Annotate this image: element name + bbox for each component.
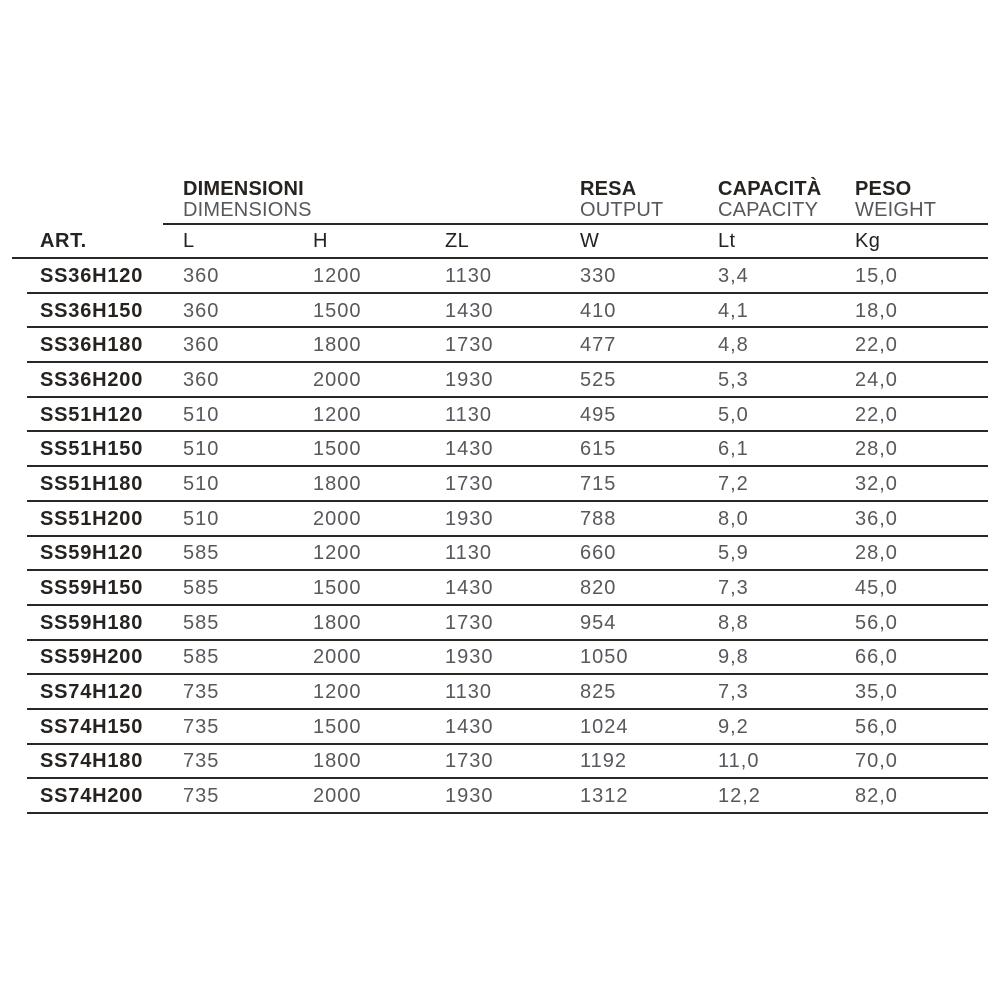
- table-row: [12, 675, 988, 710]
- cell-l: 585: [183, 611, 220, 634]
- article-code: SS59H180: [40, 611, 144, 634]
- header-group-subtitle: OUTPUT: [580, 199, 664, 221]
- cell-zl: 1430: [445, 438, 494, 461]
- cell-w: 330: [580, 264, 617, 287]
- cell-zl: 1930: [445, 368, 494, 391]
- cell-h: 1200: [313, 542, 362, 565]
- cell-h: 1500: [313, 715, 362, 738]
- cell-lt: 4,1: [718, 299, 749, 322]
- cell-lt: 9,8: [718, 646, 749, 669]
- cell-zl: 1130: [445, 542, 493, 565]
- cell-zl: 1130: [445, 403, 493, 426]
- table-row: [12, 779, 988, 814]
- cell-kg: 82,0: [855, 785, 898, 808]
- cell-kg: 35,0: [855, 681, 898, 704]
- cell-lt: 5,0: [718, 403, 749, 426]
- cell-w: 615: [580, 438, 617, 461]
- table-row: [12, 328, 988, 363]
- article-code: SS51H200: [40, 507, 144, 530]
- article-code: SS36H120: [40, 264, 144, 287]
- cell-w: 525: [580, 368, 617, 391]
- table-row: [12, 710, 988, 745]
- cell-kg: 22,0: [855, 403, 898, 426]
- column-header-art: ART.: [40, 229, 87, 252]
- cell-l: 735: [183, 750, 220, 773]
- cell-zl: 1930: [445, 507, 494, 530]
- header-group-weight: [835, 179, 988, 225]
- column-header-zl: ZL: [445, 229, 470, 252]
- column-header-l: L: [183, 229, 195, 252]
- cell-lt: 7,3: [718, 681, 749, 704]
- cell-w: 825: [580, 681, 617, 704]
- header-group-dimensions: [163, 179, 560, 225]
- cell-h: 2000: [313, 368, 362, 391]
- table-row: [12, 259, 988, 294]
- cell-l: 585: [183, 646, 220, 669]
- article-code: SS51H180: [40, 472, 144, 495]
- table-row: [12, 398, 988, 433]
- cell-zl: 1130: [445, 681, 493, 704]
- cell-kg: 36,0: [855, 507, 898, 530]
- cell-lt: 3,4: [718, 264, 749, 287]
- cell-lt: 8,0: [718, 507, 749, 530]
- cell-l: 360: [183, 368, 220, 391]
- cell-h: 1500: [313, 577, 362, 600]
- cell-lt: 8,8: [718, 611, 749, 634]
- article-code: SS36H200: [40, 368, 144, 391]
- cell-h: 1800: [313, 472, 362, 495]
- table-header-groups: [12, 178, 988, 225]
- cell-zl: 1430: [445, 299, 494, 322]
- article-code: SS59H150: [40, 577, 144, 600]
- header-group-subtitle: CAPACITY: [718, 199, 819, 221]
- cell-zl: 1130: [445, 264, 493, 287]
- cell-h: 2000: [313, 785, 362, 808]
- cell-w: 788: [580, 507, 617, 530]
- table-row: [12, 294, 988, 329]
- cell-kg: 70,0: [855, 750, 898, 773]
- cell-w: 1050: [580, 646, 629, 669]
- cell-kg: 28,0: [855, 542, 898, 565]
- article-code: SS51H120: [40, 403, 144, 426]
- cell-h: 2000: [313, 646, 362, 669]
- cell-w: 410: [580, 299, 617, 322]
- cell-zl: 1430: [445, 577, 494, 600]
- article-code: SS59H120: [40, 542, 144, 565]
- cell-lt: 6,1: [718, 438, 749, 461]
- cell-w: 1192: [580, 750, 628, 773]
- cell-w: 1024: [580, 715, 629, 738]
- article-code: SS36H180: [40, 334, 144, 357]
- cell-l: 360: [183, 334, 220, 357]
- article-code: SS59H200: [40, 646, 144, 669]
- column-header-h: H: [313, 229, 328, 252]
- cell-h: 1200: [313, 264, 362, 287]
- cell-zl: 1930: [445, 785, 494, 808]
- column-header-kg: Kg: [855, 229, 881, 252]
- header-group-subtitle: DIMENSIONS: [183, 199, 312, 221]
- table-row: [12, 745, 988, 780]
- cell-lt: 5,9: [718, 542, 749, 565]
- cell-kg: 56,0: [855, 611, 898, 634]
- cell-lt: 12,2: [718, 785, 761, 808]
- cell-kg: 15,0: [855, 264, 898, 287]
- cell-zl: 1730: [445, 334, 494, 357]
- table-row: [12, 641, 988, 676]
- cell-w: 495: [580, 403, 617, 426]
- column-header-w: W: [580, 229, 600, 252]
- cell-lt: 9,2: [718, 715, 749, 738]
- cell-zl: 1730: [445, 611, 494, 634]
- cell-h: 1200: [313, 403, 362, 426]
- table-row: [12, 571, 988, 606]
- cell-l: 510: [183, 403, 220, 426]
- table-row: [12, 606, 988, 641]
- header-group-subtitle: WEIGHT: [855, 199, 937, 221]
- cell-h: 1200: [313, 681, 362, 704]
- cell-lt: 7,2: [718, 472, 749, 495]
- cell-kg: 24,0: [855, 368, 898, 391]
- article-code: SS51H150: [40, 438, 144, 461]
- spec-table: [12, 178, 988, 814]
- cell-w: 954: [580, 611, 617, 634]
- cell-l: 585: [183, 577, 220, 600]
- table-column-headers: [12, 225, 988, 259]
- cell-kg: 32,0: [855, 472, 898, 495]
- cell-l: 585: [183, 542, 220, 565]
- cell-kg: 18,0: [855, 299, 898, 322]
- cell-l: 510: [183, 507, 220, 530]
- cell-zl: 1930: [445, 646, 494, 669]
- article-code: SS74H120: [40, 681, 144, 704]
- cell-w: 820: [580, 577, 617, 600]
- article-code: SS74H150: [40, 715, 144, 738]
- cell-zl: 1730: [445, 750, 494, 773]
- header-group-title: PESO: [855, 178, 912, 200]
- table-row: [12, 502, 988, 537]
- header-group-title: DIMENSIONI: [183, 178, 304, 200]
- cell-h: 1800: [313, 750, 362, 773]
- header-group-title: RESA: [580, 178, 637, 200]
- cell-l: 735: [183, 715, 220, 738]
- cell-l: 360: [183, 299, 220, 322]
- cell-l: 735: [183, 785, 220, 808]
- cell-w: 1312: [580, 785, 629, 808]
- cell-w: 660: [580, 542, 617, 565]
- table-row: [12, 537, 988, 572]
- cell-h: 1500: [313, 299, 362, 322]
- article-code: SS74H200: [40, 785, 144, 808]
- cell-lt: 5,3: [718, 368, 749, 391]
- table-row: [12, 432, 988, 467]
- article-code: SS36H150: [40, 299, 144, 322]
- cell-lt: 4,8: [718, 334, 749, 357]
- table-row: [12, 363, 988, 398]
- cell-w: 715: [580, 472, 617, 495]
- cell-kg: 56,0: [855, 715, 898, 738]
- article-code: SS74H180: [40, 750, 144, 773]
- column-header-lt: Lt: [718, 229, 736, 252]
- table-body: [12, 259, 988, 814]
- cell-kg: 66,0: [855, 646, 898, 669]
- header-group-title: CAPACITÀ: [718, 178, 822, 200]
- cell-l: 510: [183, 438, 220, 461]
- header-group-output: [560, 179, 698, 225]
- cell-zl: 1430: [445, 715, 494, 738]
- cell-lt: 7,3: [718, 577, 749, 600]
- cell-kg: 45,0: [855, 577, 898, 600]
- cell-h: 1800: [313, 334, 362, 357]
- cell-h: 1800: [313, 611, 362, 634]
- cell-w: 477: [580, 334, 617, 357]
- cell-l: 510: [183, 472, 220, 495]
- cell-l: 360: [183, 264, 220, 287]
- table-row: [12, 467, 988, 502]
- cell-h: 1500: [313, 438, 362, 461]
- cell-l: 735: [183, 681, 220, 704]
- cell-zl: 1730: [445, 472, 494, 495]
- cell-kg: 28,0: [855, 438, 898, 461]
- cell-kg: 22,0: [855, 334, 898, 357]
- cell-h: 2000: [313, 507, 362, 530]
- header-group-capacity: [698, 179, 835, 225]
- cell-lt: 11,0: [718, 750, 760, 773]
